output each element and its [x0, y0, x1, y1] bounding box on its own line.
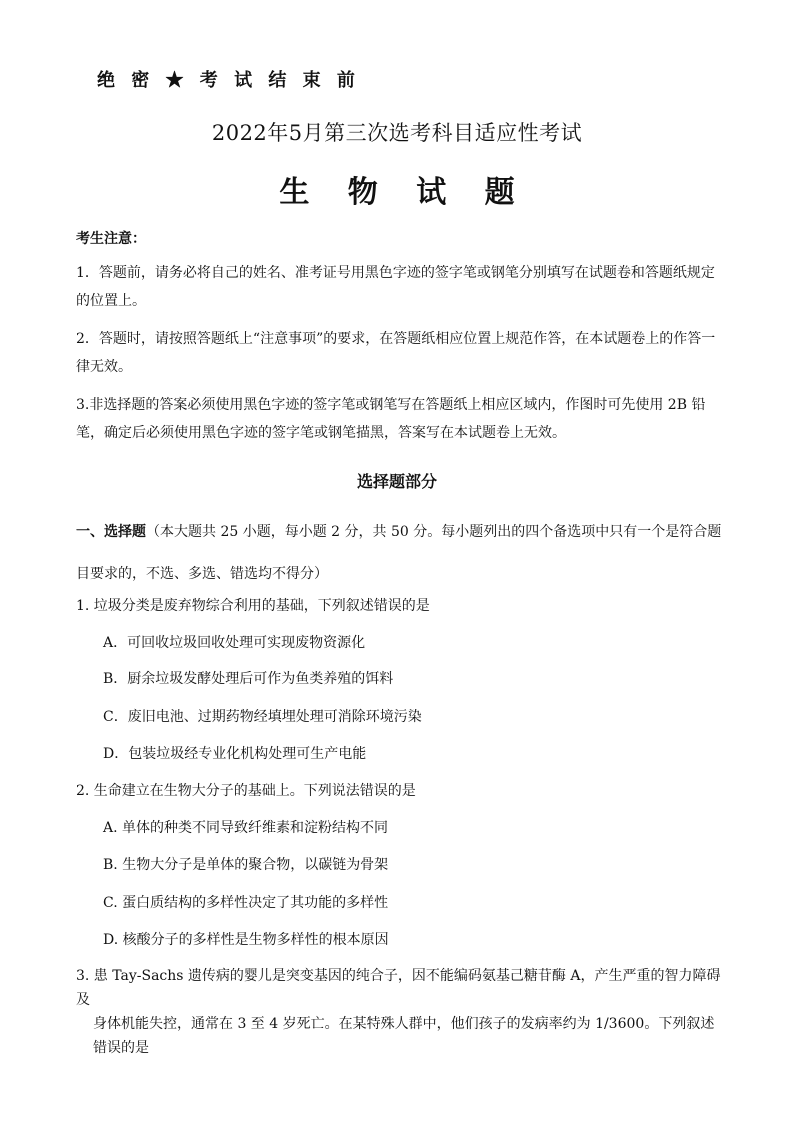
notice-heading: 考生注意：	[76, 231, 146, 247]
question-1-option-c: C．废旧电池、过期药物经填埋处理可消除环境污染	[103, 709, 422, 725]
question-2-option-d: D. 核酸分子的多样性是生物多样性的根本原因	[103, 932, 389, 948]
question-2-option-b: B. 生物大分子是单体的聚合物，以碳链为骨架	[103, 857, 389, 873]
question-3-stem	[76, 964, 728, 1060]
question-3-stem-rest: 身体机能失控，通常在 3 至 4 岁死亡。在某特殊人群中，他们孩子的发病率约为 1/3600。下列叙述错误的是	[93, 1016, 715, 1056]
question-2-option-a: A. 单体的种类不同导致纤维素和淀粉结构不同	[103, 820, 389, 836]
secret-label: 绝 密 ★ 考 试 结 束 前	[97, 70, 360, 91]
question-1-option-d: D．包装垃圾经专业化机构处理可生产电能	[103, 746, 367, 762]
notice-item-2: 2．答题时，请按照答题纸上“注意事项”的要求，在答题纸相应位置上规范作答，在本试题卷上的作答一律无效。	[76, 331, 716, 375]
part-heading	[76, 511, 724, 595]
notice-item-3: 3.非选择题的答案必须使用黑色字迹的签字笔或钢笔写在答题纸上相应区域内，作图时可先使用 2B 铅笔，确定后必须使用黑色字迹的签字笔或钢笔描黑，答案写在本试题卷上无效。	[76, 397, 706, 441]
question-3-stem-line-1: 3. 患 Tay-Sachs 遗传病的婴儿是突变基因的纯合子，因不能编码氨基己糖苷酶 A，产生严重的智力障碍及	[76, 968, 721, 1008]
question-1-option-b: B．厨余垃圾发酵处理后可作为鱼类养殖的饵料	[103, 671, 394, 687]
part-description: （本大题共 25 小题，每小题 2 分，共 50 分。每小题列出的四个备选项中只有一个是符合题目要求的，不选、多选、错选均不得分）	[76, 524, 722, 582]
exam-title: 2022年5月第三次选考科目适应性考试	[211, 121, 583, 145]
notice-item-1: 1．答题前，请务必将自己的姓名、准考证号用黑色字迹的签字笔或钢笔分别填写在试题卷和答题纸规定的位置上。	[76, 265, 715, 309]
part-label: 一、选择题	[76, 524, 146, 540]
question-2-stem: 2. 生命建立在生物大分子的基础上。下列说法错误的是	[76, 783, 416, 799]
subject-title: 生 物 试 题	[279, 175, 529, 210]
question-2-option-c: C. 蛋白质结构的多样性决定了其功能的多样性	[103, 895, 389, 911]
section-title: 选择题部分	[356, 472, 437, 491]
question-1-option-a: A．可回收垃圾回收处理可实现废物资源化	[103, 635, 366, 651]
question-1-stem: 1. 垃圾分类是废弃物综合利用的基础，下列叙述错误的是	[76, 598, 430, 614]
